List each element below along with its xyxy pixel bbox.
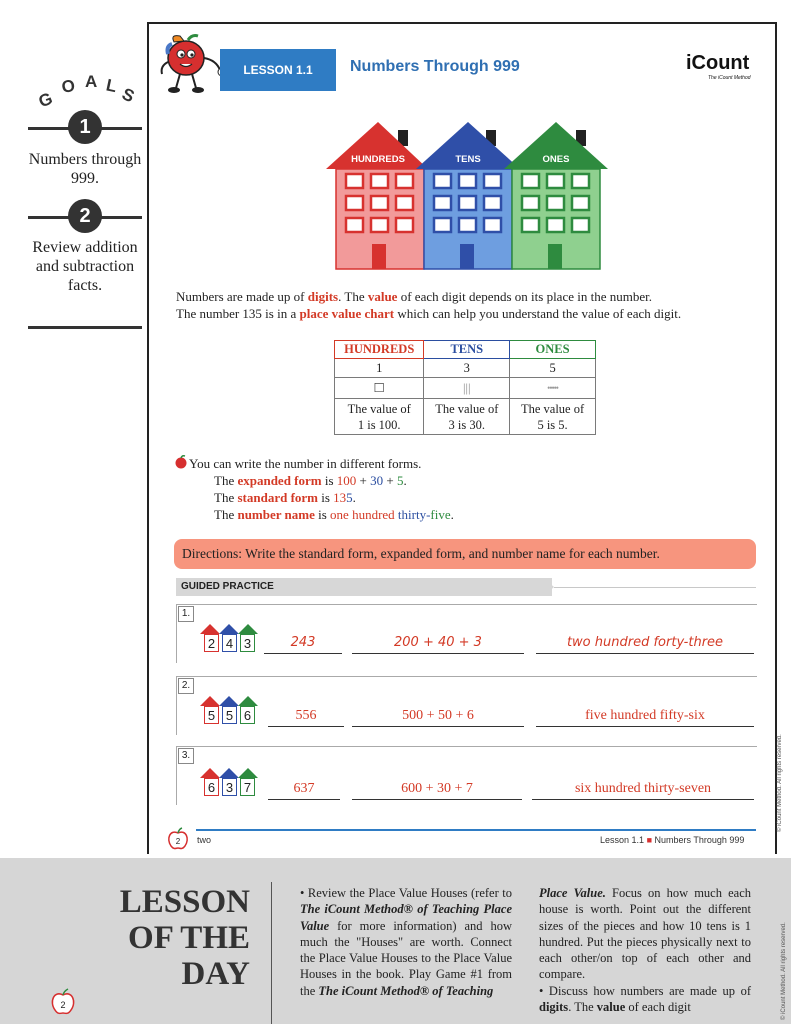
- problem-number-2: 2.: [178, 678, 194, 694]
- pv-digit: 5: [510, 359, 596, 378]
- answer-expanded-3[interactable]: 600 + 30 + 7: [352, 779, 522, 800]
- standard-form-line: The standard form is 135.: [214, 490, 356, 505]
- brand-logo: iCount: [686, 52, 750, 74]
- apple-page-icon: [167, 827, 189, 851]
- lesson-title: Numbers Through 999: [350, 58, 520, 75]
- pv-header-tens: TENS: [424, 341, 510, 359]
- intro-line-1: Numbers are made up of digits. The value of each digit depends on its place in the number.: [176, 289, 652, 304]
- expanded-form-line: The expanded form is 100 + 30 + 5.: [214, 473, 407, 488]
- brand-tagline: The iCount Method: [708, 75, 751, 81]
- digit-ones: 3: [240, 634, 255, 652]
- band-column-2: Place Value. Focus on how much each house is worth. Point out the different sizes of the pieces and how 10 tens is 1 hundred. Put the pieces physically next to each other/on top of each other and compare. • Discuss how numbers are made up of digits. The value of each digit: [539, 886, 751, 1015]
- goals-title: [35, 72, 140, 112]
- pv-value: The value of 5 is 5.: [510, 399, 596, 435]
- pv-header-ones: ONES: [510, 341, 596, 359]
- band-divider: [271, 882, 272, 1024]
- answer-name-3[interactable]: six hundred thirty-seven: [532, 779, 754, 800]
- answer-standard-2[interactable]: 556: [268, 706, 344, 727]
- guided-practice-rule: [554, 587, 756, 588]
- answer-standard-3[interactable]: 637: [268, 779, 340, 800]
- lesson-tab: LESSON 1.1: [220, 49, 336, 91]
- page-word: two: [197, 835, 212, 845]
- footer-rule: [196, 829, 756, 831]
- svg-text:O: O: [60, 75, 77, 97]
- place-value-table: [334, 340, 596, 435]
- svg-text:G: G: [35, 88, 56, 112]
- answer-expanded-1[interactable]: 200 + 40 + 3: [352, 633, 524, 654]
- pv-value: The value of 3 is 30.: [424, 399, 510, 435]
- goal-text-1: Numbers through 999.: [28, 151, 142, 187]
- apple-page-icon: [50, 988, 76, 1016]
- digit-hundreds: 2: [204, 634, 219, 652]
- copyright-notice: © iCount Method. All rights reserved.: [777, 734, 783, 832]
- digit-hundreds: 5: [204, 706, 219, 724]
- guided-practice-header: GUIDED PRACTICE: [176, 578, 552, 596]
- mini-house-roofs-icon: [200, 694, 260, 706]
- lesson-of-the-day-title: LESSON OF THE DAY: [119, 884, 250, 992]
- pv-picture-tens: |||: [424, 378, 510, 399]
- goal-number-1: 1: [68, 110, 102, 144]
- pv-header-hundreds: HUNDREDS: [335, 341, 424, 359]
- intro-line-2: The number 135 is in a place value chart which can help you understand the value of each digit.: [176, 306, 682, 321]
- problem-number-3: 3.: [178, 748, 194, 764]
- goal-text-2: Review addition and subtraction facts.: [32, 239, 138, 294]
- digit-tens: 4: [222, 634, 237, 652]
- footer-bullet-icon: ■: [646, 835, 652, 845]
- answer-standard-1[interactable]: 243: [264, 633, 342, 654]
- answer-name-1[interactable]: two hundred forty-three: [536, 633, 754, 654]
- goal-number-2: 2: [68, 199, 102, 233]
- pv-picture-ones: •••••: [510, 378, 596, 399]
- problem-number-1: 1.: [178, 606, 194, 622]
- pv-digit: 3: [424, 359, 510, 378]
- page-number: 2: [175, 837, 181, 846]
- answer-name-2[interactable]: five hundred fifty-six: [536, 706, 754, 727]
- pv-value: The value of 1 is 100.: [335, 399, 424, 435]
- house-label-ones: ONES: [542, 154, 570, 165]
- digit-tens: 5: [222, 706, 237, 724]
- guided-practice-arrow: [544, 578, 554, 596]
- svg-text:A: A: [85, 72, 98, 91]
- house-label-hundreds: HUNDREDS: [351, 154, 405, 165]
- svg-text:L: L: [104, 75, 119, 97]
- footer-lesson-ref: Lesson 1.1 ■ Numbers Through 999: [600, 835, 745, 845]
- directions-banner: Directions: Write the standard form, expanded form, and number name for each number.: [174, 539, 756, 569]
- digit-ones: 7: [240, 778, 255, 796]
- digit-hundreds: 6: [204, 778, 219, 796]
- mini-house-roofs-icon: [200, 622, 260, 634]
- number-name-line: The number name is one hundred thirty-five.: [214, 507, 454, 522]
- house-label-tens: TENS: [455, 154, 481, 165]
- answer-expanded-2[interactable]: 500 + 50 + 6: [352, 706, 524, 727]
- digit-ones: 6: [240, 706, 255, 724]
- apple-bullet-icon: [174, 455, 188, 469]
- band-copyright-notice: © iCount Method. All rights reserved.: [781, 922, 787, 1020]
- place-value-houses: [320, 122, 612, 272]
- mini-house-roofs-icon: [200, 766, 260, 778]
- goal-divider: [28, 326, 142, 329]
- pv-digit: 1: [335, 359, 424, 378]
- svg-text:S: S: [119, 84, 138, 107]
- band-column-1: • Review the Place Value Houses (refer to The iCount Method® of Teaching Place Value for more information) and how much the "Houses" are worth. Connect the Place Value Houses to the Place Value Houses in the book. Play Game #1 from the The iCount Method® of Teaching: [300, 886, 512, 998]
- band-page-number: 2: [60, 1000, 66, 1010]
- digit-tens: 3: [222, 778, 237, 796]
- pv-picture-hundred: □: [335, 378, 424, 399]
- forms-intro: You can write the number in different forms.: [189, 456, 422, 471]
